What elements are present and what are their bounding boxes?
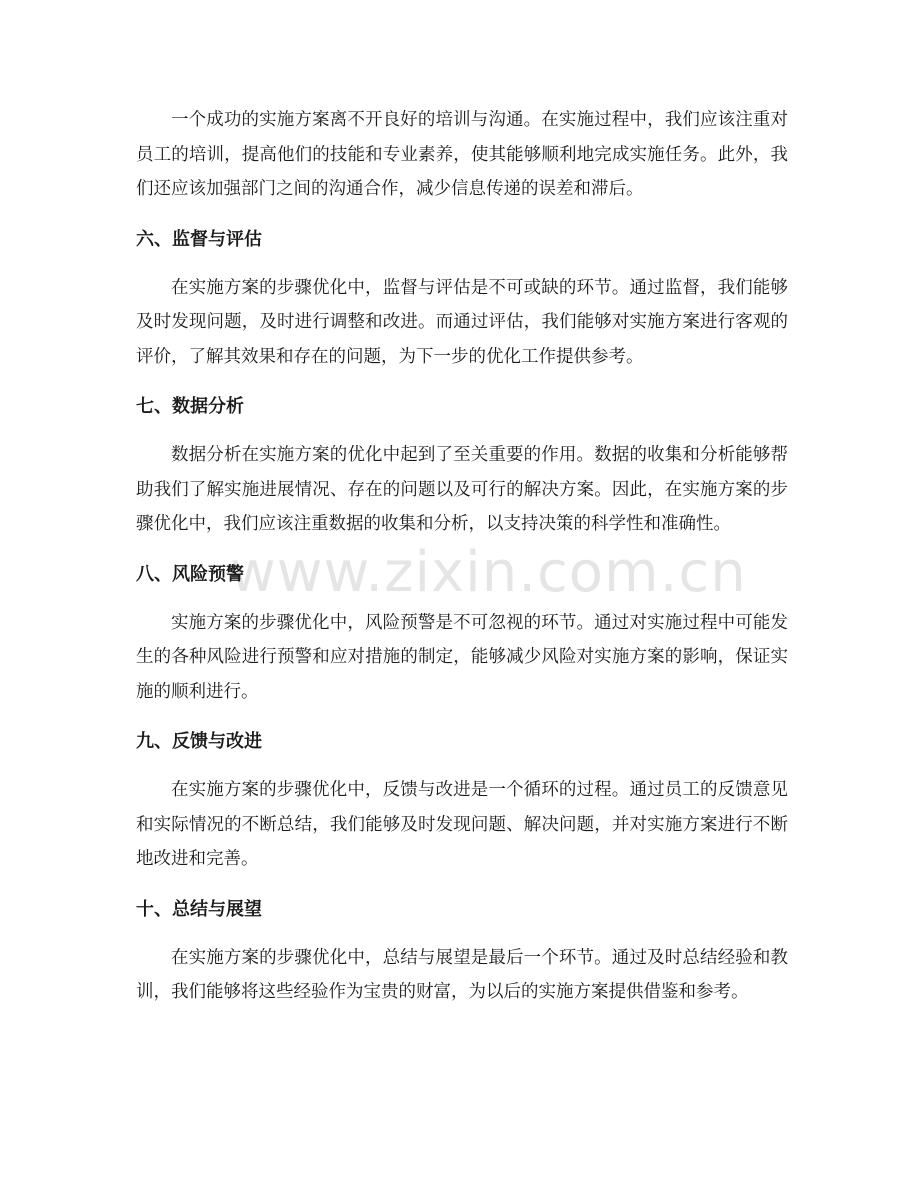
section-supervision: [136, 225, 788, 375]
section-heading: 九、反馈与改进: [136, 731, 262, 752]
section-paragraph: 在实施方案的步骤优化中，总结与展望是最后一个环节。通过及时总结经验和教训，我们能够将这些经验作为宝贵的财富，为以后的实施方案提供借鉴和参考。: [136, 947, 788, 1002]
section-paragraph: 在实施方案的步骤优化中，反馈与改进是一个循环的过程。通过员工的反馈意见和实际情况的不断总结，我们能够及时发现问题、解决问题，并对实施方案进行不断地改进和完善。: [136, 780, 788, 869]
section-heading: 六、监督与评估: [136, 228, 262, 250]
section-feedback: [136, 727, 788, 877]
document-page: [136, 103, 788, 1010]
section-heading: 十、总结与展望: [136, 898, 262, 920]
watermark: www.zixin.com.cn: [230, 540, 747, 605]
section-heading: 七、数据分析: [136, 396, 244, 417]
section-summary: [136, 895, 788, 1010]
section-risk-warning: [136, 560, 788, 710]
section-data-analysis: [136, 392, 788, 542]
section-heading: 八、风险预警: [136, 563, 244, 585]
section-paragraph: 实施方案的步骤优化中，风险预警是不可忽视的环节。通过对实施过程中可能发生的各种风险进行预警和应对措施的制定，能够减少风险对实施方案的影响，保证实施的顺利进行。: [136, 612, 788, 702]
section-paragraph: 在实施方案的步骤优化中，监督与评估是不可或缺的环节。通过监督，我们能够及时发现问题，及时进行调整和改进。而通过评估，我们能够对实施方案进行客观的评价，了解其效果和存在的问题，为下一步的优化工作提供参考。: [136, 277, 788, 367]
section-paragraph: 数据分析在实施方案的优化中起到了至关重要的作用。数据的收集和分析能够帮助我们了解实施进展情况、存在的问题以及可行的解决方案。因此，在实施方案的步骤优化中，我们应该注重数据的收集和分析，以支持决策的科学性和准确性。: [136, 445, 788, 534]
intro-paragraph: 一个成功的实施方案离不开良好的培训与沟通。在实施过程中，我们应该注重对员工的培训，提高他们的技能和专业素养，使其能够顺利地完成实施任务。此外，我们还应该加强部门之间的沟通合作，减少信息传递的误差和滞后。: [136, 110, 788, 199]
